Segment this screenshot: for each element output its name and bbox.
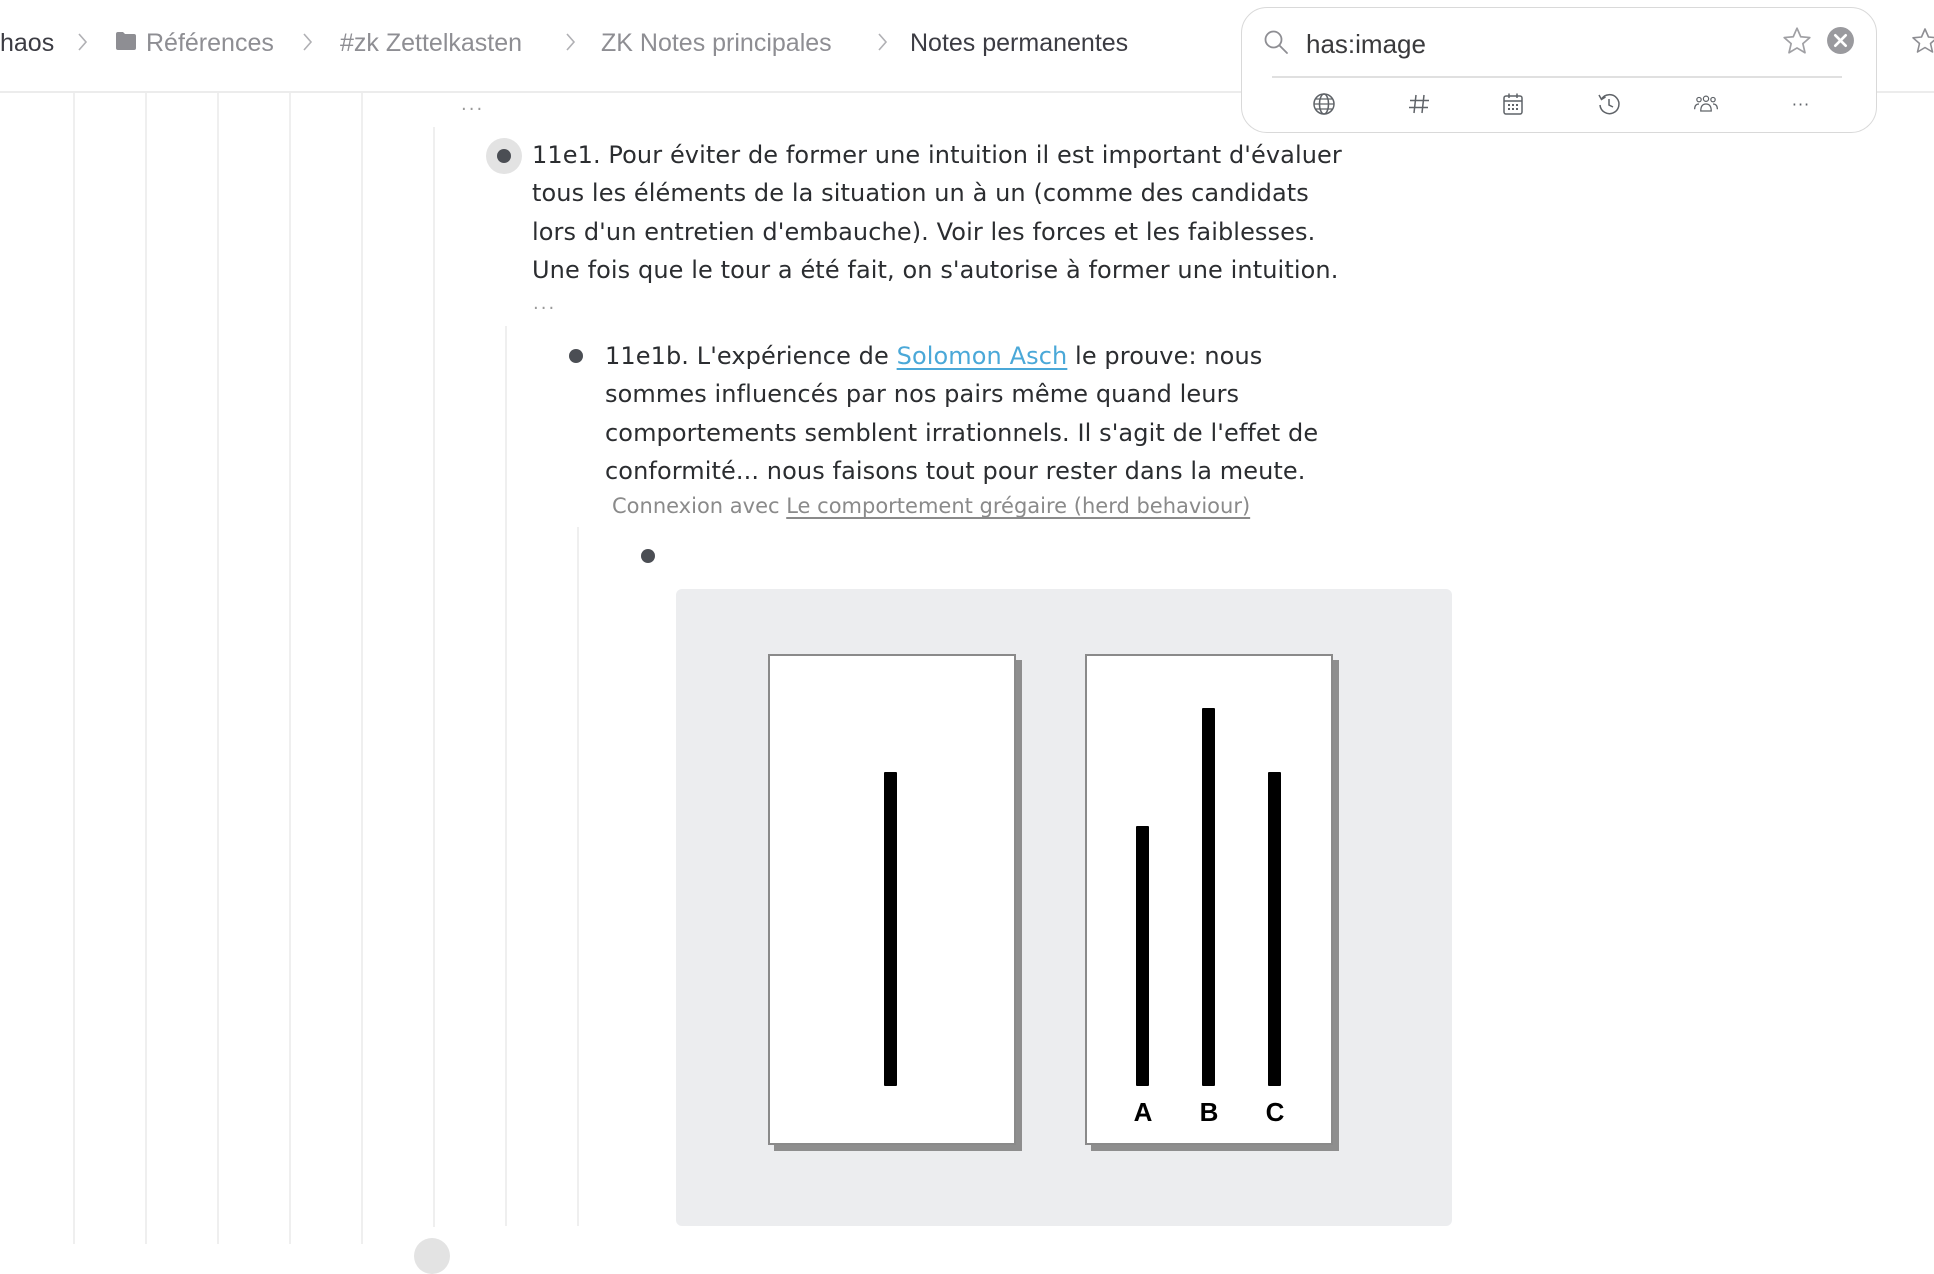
reference-line-card: [768, 654, 1016, 1145]
clear-icon[interactable]: [1826, 26, 1855, 55]
note-line: tous les éléments de la situation un à un (comme des candidats: [532, 179, 1309, 208]
comparison-lines-card: [1085, 654, 1333, 1145]
chevron-right-icon: [876, 31, 890, 53]
bullet-icon[interactable]: [641, 549, 655, 563]
breadcrumb-item-notes-permanentes[interactable]: Notes permanentes: [910, 29, 1129, 57]
line-b: [1202, 708, 1215, 1086]
chevron-right-icon: [301, 31, 315, 53]
label-a: A: [1133, 1097, 1153, 1127]
calendar-icon[interactable]: [1499, 90, 1527, 118]
label-b: B: [1199, 1097, 1219, 1127]
indent-guide: [217, 93, 219, 1244]
search-input[interactable]: [1306, 26, 1756, 62]
history-icon[interactable]: [1595, 90, 1623, 118]
search-divider: [1272, 76, 1842, 78]
indent-guide: [505, 326, 507, 1226]
line-a: [1136, 826, 1149, 1086]
note-11e1[interactable]: [532, 136, 1342, 289]
breadcrumb-item-references[interactable]: Références: [146, 29, 274, 57]
breadcrumb-item-zettelkasten[interactable]: #zk Zettelkasten: [340, 29, 523, 57]
search-icon: [1262, 28, 1290, 56]
indent-guide: [577, 527, 579, 1226]
note-line: sommes influencés par nos pairs même quand leurs: [605, 380, 1240, 409]
breadcrumb-item-zk-notes-principales[interactable]: ZK Notes principales: [601, 29, 832, 57]
note-text-prefix: 11e1b. L'expérience de: [605, 342, 897, 370]
collapsed-siblings-ellipsis[interactable]: ···: [461, 99, 485, 120]
note-line: comportements semblent irrationnels. Il s'agit de l'effet de: [605, 418, 1319, 447]
note-line: Une fois que le tour a été fait, on s'autorise à former une intuition.: [532, 255, 1339, 284]
connection-label: Connexion avec: [612, 494, 787, 518]
note-line: conformité... nous faisons tout pour rester dans la meute.: [605, 456, 1306, 485]
star-icon[interactable]: [1781, 25, 1813, 57]
chevron-right-icon: [564, 31, 578, 53]
hashtag-icon[interactable]: [1405, 90, 1433, 118]
note-line: 11e1. Pour éviter de former une intuition il est important d'évaluer: [532, 141, 1342, 169]
chevron-right-icon: [76, 31, 90, 53]
solomon-asch-link[interactable]: Solomon Asch: [896, 342, 1068, 370]
bullet-icon[interactable]: [497, 149, 511, 163]
indent-guide: [433, 127, 435, 1227]
star-icon[interactable]: [1910, 26, 1934, 56]
folder-icon: [115, 31, 137, 51]
collapsed-children-ellipsis[interactable]: ···: [533, 298, 557, 319]
globe-icon[interactable]: [1310, 90, 1338, 118]
label-c: C: [1265, 1097, 1285, 1127]
breadcrumb-item-chaos[interactable]: haos: [0, 29, 55, 57]
bullet-icon[interactable]: [569, 349, 583, 363]
indent-guide: [289, 93, 291, 1244]
reference-line: [884, 772, 897, 1086]
note-line: lors d'un entretien d'embauche). Voir les forces et les faiblesses.: [532, 217, 1316, 246]
indent-guide: [361, 93, 363, 1244]
connection-note: [612, 491, 1250, 521]
note-line: [605, 337, 1318, 375]
note-text-suffix: le prouve: nous: [1067, 342, 1263, 370]
note-11e1b[interactable]: [605, 337, 1318, 490]
line-c: [1268, 772, 1281, 1086]
bullet-zoomed-halo[interactable]: [414, 1238, 450, 1274]
indent-guide: [145, 93, 147, 1244]
indent-guide: [73, 93, 75, 1244]
asch-experiment-image[interactable]: [676, 589, 1452, 1226]
herd-behaviour-link[interactable]: Le comportement grégaire (herd behaviour): [786, 494, 1251, 518]
more-icon[interactable]: ···: [1791, 94, 1811, 114]
people-icon[interactable]: [1692, 90, 1720, 118]
search-panel: [1241, 7, 1877, 133]
